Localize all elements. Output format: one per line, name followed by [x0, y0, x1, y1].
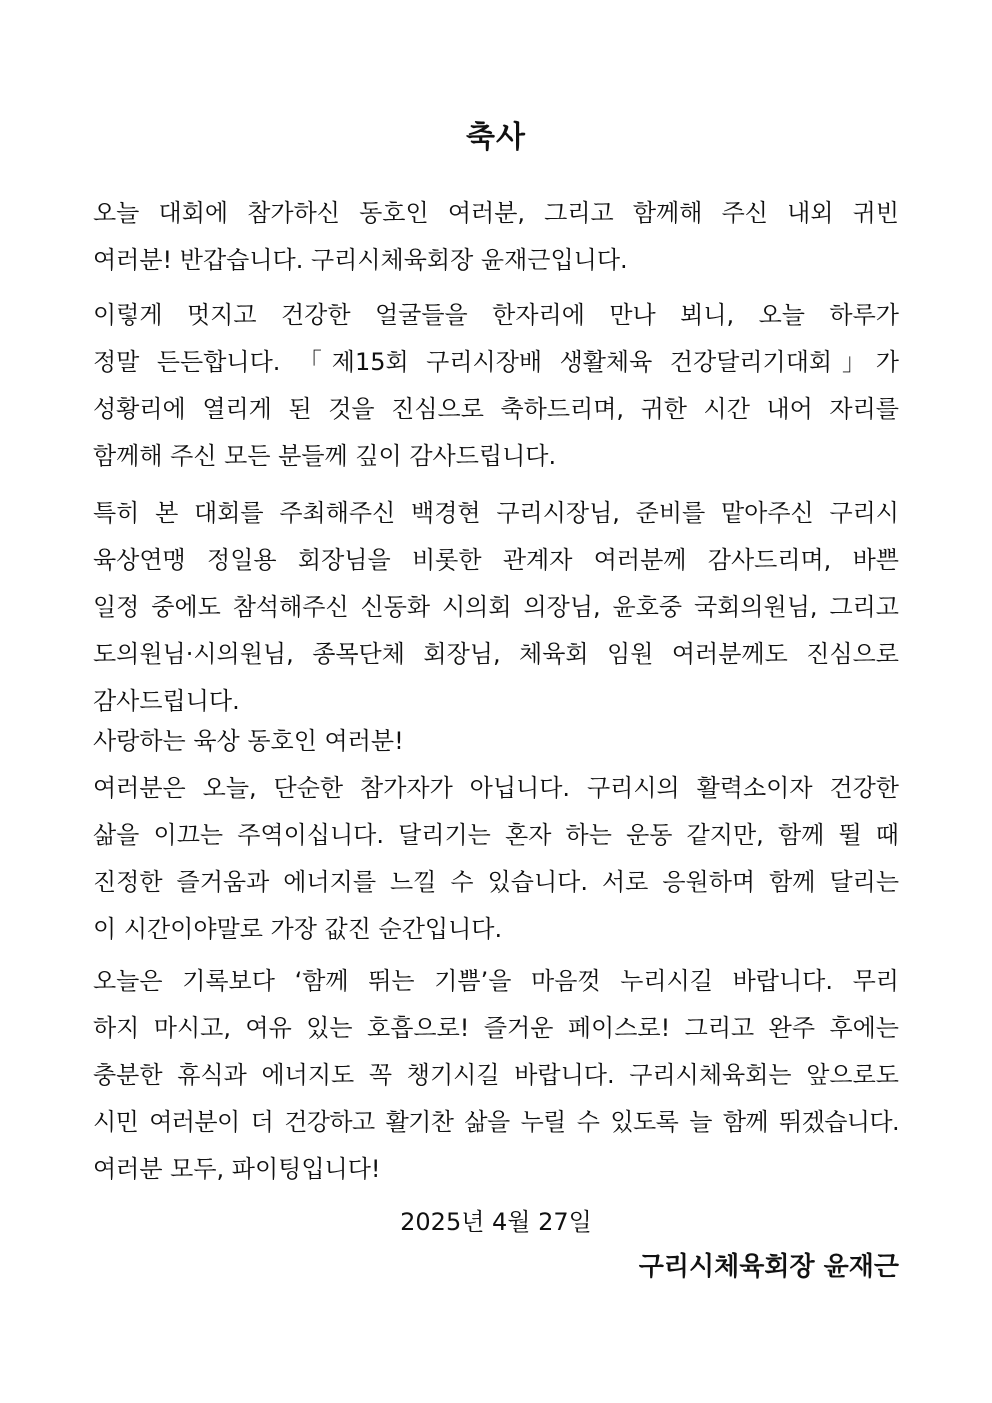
- text-line: 진정한 즐거움과 에너지를 느낄 수 있습니다. 서로 응원하며 함께 달리는: [93, 868, 899, 896]
- text-line: 하지 마시고, 여유 있는 호흡으로! 즐거운 페이스로! 그리고 완주 후에는: [93, 1014, 899, 1042]
- text-line: 충분한 휴식과 에너지도 꼭 챙기시길 바랍니다. 구리시체육회는 앞으로도: [93, 1061, 899, 1089]
- text-line: 사랑하는 육상 동호인 여러분!: [93, 727, 404, 755]
- text-line: 감사드립니다.: [93, 687, 240, 715]
- text-line: 육상연맹 정일용 회장님을 비롯한 관계자 여러분께 감사드리며, 바쁜: [93, 546, 899, 574]
- paragraph-thanks: [93, 490, 899, 725]
- text-line: 특히 본 대회를 주최해주신 백경현 구리시장님, 준비를 맡아주신 구리시: [93, 499, 899, 527]
- text-line: 함께해 주신 모든 분들께 깊이 감사드립니다.: [93, 442, 557, 470]
- paragraph-congratulation: [93, 292, 899, 480]
- text-line: 여러분 모두, 파이팅입니다!: [93, 1155, 381, 1183]
- text-line: 시민 여러분이 더 건강하고 활기찬 삶을 누릴 수 있도록 늘 함께 뛰겠습니다.: [93, 1108, 899, 1136]
- text-line: 오늘은 기록보다 ‘함께 뛰는 기쁨’을 마음껏 누리시길 바랍니다. 무리: [93, 967, 899, 995]
- text-line: 도의원님·시의원님, 종목단체 회장님, 체육회 임원 여러분께도 진심으로: [93, 640, 899, 668]
- text-line: 일정 중에도 참석해주신 신동화 시의회 의장님, 윤호중 국회의원님, 그리고: [93, 593, 899, 621]
- document-title: 축사: [466, 120, 526, 155]
- paragraph-greeting: [93, 190, 899, 284]
- text-line: 성황리에 열리게 된 것을 진심으로 축하드리며, 귀한 시간 내어 자리를: [93, 395, 899, 423]
- text-line: 이렇게 멋지고 건강한 얼굴들을 한자리에 만나 뵈니, 오늘 하루가: [93, 301, 899, 329]
- text-line: 정말 든든합니다. 「제15회 구리시장배 생활체육 건강달리기대회」가: [93, 348, 899, 376]
- paragraph-closing: [93, 958, 899, 1193]
- text-line: 여러분은 오늘, 단순한 참가자가 아닙니다. 구리시의 활력소이자 건강한: [93, 774, 899, 802]
- signature: 구리시체육회장 윤재근: [638, 1252, 899, 1282]
- text-line: 여러분! 반갑습니다. 구리시체육회장 윤재근입니다.: [93, 246, 628, 274]
- text-line: 오늘 대회에 참가하신 동호인 여러분, 그리고 함께해 주신 내외 귀빈: [93, 199, 899, 227]
- text-line: 이 시간이야말로 가장 값진 순간입니다.: [93, 915, 503, 943]
- document-date: 2025년 4월 27일: [400, 1208, 592, 1236]
- text-line: 삶을 이끄는 주역이십니다. 달리기는 혼자 하는 운동 같지만, 함께 뛸 때: [93, 821, 899, 849]
- paragraph-address-participants: [93, 718, 899, 953]
